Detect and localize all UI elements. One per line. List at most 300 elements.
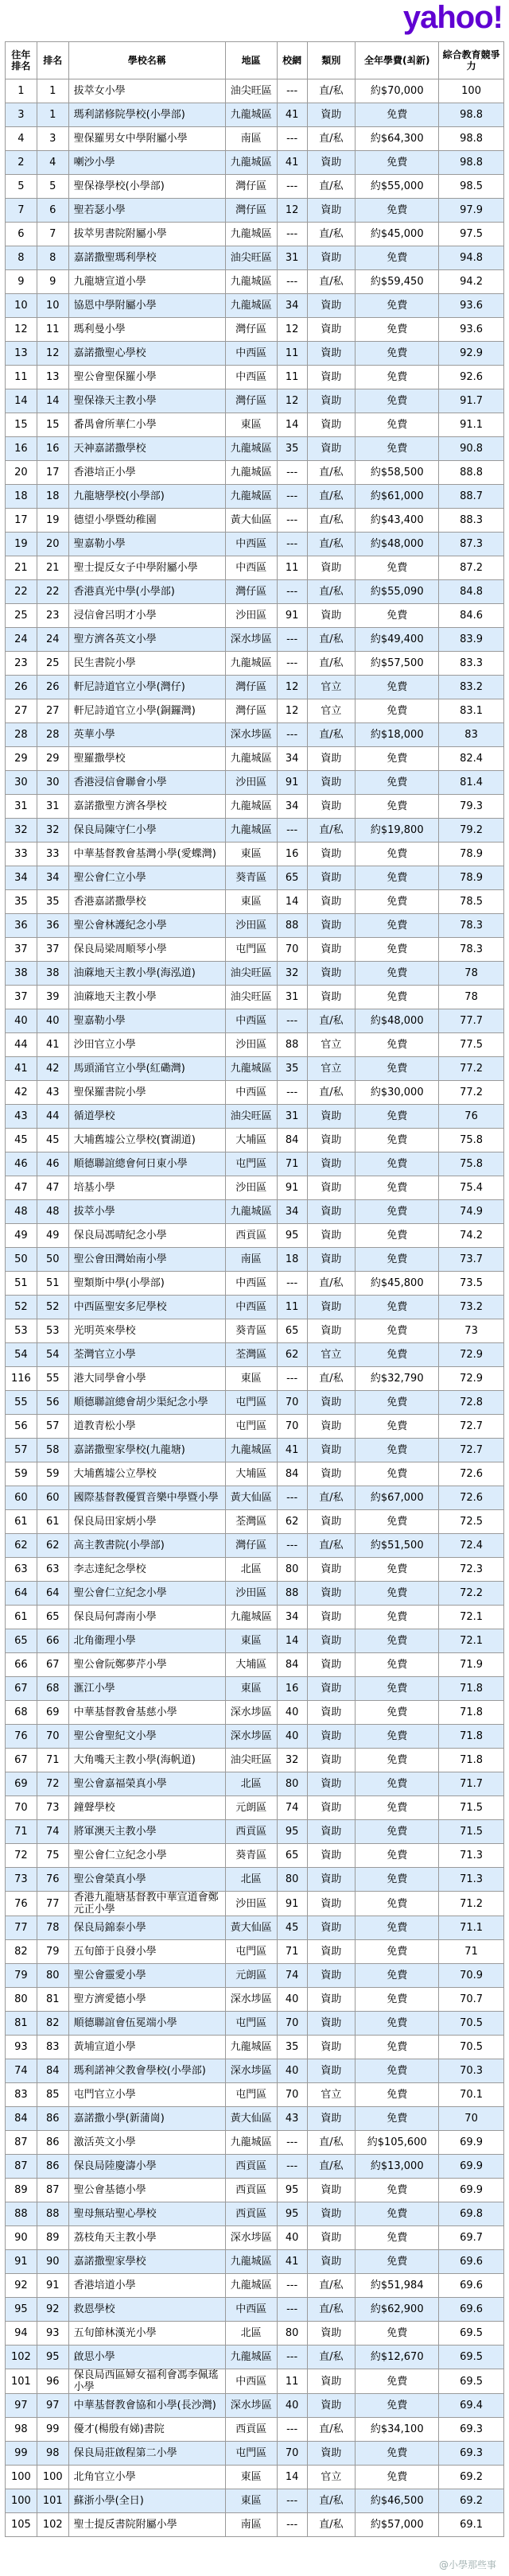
cell-rank: 70 [37, 1725, 68, 1749]
cell-district: 沙田區 [225, 914, 277, 938]
cell-score: 98.5 [439, 175, 504, 199]
cell-school-net: 35 [277, 2036, 307, 2059]
cell-school-name: 聖公會嘉福榮真小學 [68, 1772, 225, 1796]
cell-category: 直/私 [307, 2513, 356, 2537]
cell-prev-rank: 93 [6, 2036, 37, 2059]
cell-rank: 88 [37, 2202, 68, 2226]
cell-school-name: 馬頭涌官立小學(紅磡灣) [68, 1057, 225, 1081]
cell-district: 深水埗區 [225, 1725, 277, 1749]
cell-prev-rank: 80 [6, 1988, 37, 2012]
cell-category: 資助 [307, 2322, 356, 2346]
table-row [6, 2012, 504, 2036]
cell-district: 中西區 [225, 1009, 277, 1033]
cell-annual-fee: 免費 [356, 1629, 439, 1653]
cell-score: 71.5 [439, 1796, 504, 1820]
cell-annual-fee: 約$19,800 [356, 819, 439, 843]
cell-district: 九龍城區 [225, 652, 277, 676]
cell-school-name: 保良局何壽南小學 [68, 1606, 225, 1629]
cell-school-net: 65 [277, 1844, 307, 1868]
table-row [6, 2155, 504, 2179]
cell-category: 官立 [307, 1343, 356, 1367]
cell-prev-rank: 92 [6, 2274, 37, 2298]
cell-score: 75.4 [439, 1176, 504, 1200]
cell-category: 直/私 [307, 1534, 356, 1558]
cell-district: 灣仔區 [225, 175, 277, 199]
cell-rank: 22 [37, 580, 68, 604]
table-row [6, 2322, 504, 2346]
cell-annual-fee: 約$55,090 [356, 580, 439, 604]
cell-annual-fee: 免費 [356, 1224, 439, 1248]
cell-category: 資助 [307, 1176, 356, 1200]
cell-category: 資助 [307, 1725, 356, 1749]
cell-prev-rank: 6 [6, 223, 37, 246]
cell-rank: 24 [37, 628, 68, 652]
cell-school-name: 英華小學 [68, 723, 225, 747]
cell-rank: 64 [37, 1582, 68, 1606]
table-row [6, 294, 504, 318]
cell-category: 資助 [307, 962, 356, 986]
cell-district: 深水埗區 [225, 2394, 277, 2418]
cell-category: 資助 [307, 747, 356, 771]
cell-school-net: 62 [277, 1343, 307, 1367]
cell-score: 69.6 [439, 2274, 504, 2298]
cell-prev-rank: 60 [6, 1486, 37, 1510]
table-row [6, 1248, 504, 1272]
cell-prev-rank: 99 [6, 2442, 37, 2466]
cell-annual-fee: 免費 [356, 1772, 439, 1796]
cell-rank: 30 [37, 771, 68, 795]
cell-category: 直/私 [307, 485, 356, 509]
cell-score: 69.9 [439, 2131, 504, 2155]
cell-rank: 77 [37, 1892, 68, 1916]
cell-school-net: 43 [277, 2107, 307, 2131]
cell-score: 78.9 [439, 843, 504, 866]
cell-district: 中西區 [225, 1296, 277, 1319]
cell-annual-fee: 約$59,450 [356, 270, 439, 294]
cell-rank: 14 [37, 389, 68, 413]
cell-prev-rank: 41 [6, 1057, 37, 1081]
cell-district: 黃大仙區 [225, 1486, 277, 1510]
cell-annual-fee: 免費 [356, 1343, 439, 1367]
cell-school-name: 油蔴地天主教小學 [68, 986, 225, 1009]
table-row [6, 1129, 504, 1152]
cell-score: 77.7 [439, 1009, 504, 1033]
cell-prev-rank: 84 [6, 2107, 37, 2131]
cell-category: 直/私 [307, 1009, 356, 1033]
cell-school-net: 11 [277, 342, 307, 366]
cell-school-name: 番禺會所華仁小學 [68, 413, 225, 437]
cell-prev-rank: 101 [6, 2369, 37, 2394]
cell-prev-rank: 3 [6, 103, 37, 127]
cell-annual-fee: 免費 [356, 699, 439, 723]
cell-category: 直/私 [307, 127, 356, 151]
cell-score: 100 [439, 79, 504, 103]
cell-school-net: 40 [277, 2394, 307, 2418]
cell-school-name: 香港培正小學 [68, 461, 225, 485]
cell-rank: 102 [37, 2513, 68, 2537]
cell-prev-rank: 56 [6, 1415, 37, 1439]
cell-rank: 11 [37, 318, 68, 342]
cell-score: 71.3 [439, 1868, 504, 1892]
cell-school-net: 11 [277, 2369, 307, 2394]
cell-school-name: 光明英來學校 [68, 1319, 225, 1343]
cell-score: 70.1 [439, 2083, 504, 2107]
cell-rank: 19 [37, 509, 68, 533]
table-row [6, 771, 504, 795]
cell-category: 直/私 [307, 270, 356, 294]
table-row [6, 2202, 504, 2226]
cell-school-name: 道教青松小學 [68, 1415, 225, 1439]
cell-school-net: 16 [277, 1677, 307, 1701]
cell-category: 資助 [307, 843, 356, 866]
table-header-row [6, 42, 504, 79]
table-row [6, 2489, 504, 2513]
cell-rank: 90 [37, 2250, 68, 2274]
cell-prev-rank: 87 [6, 2131, 37, 2155]
cell-annual-fee: 免費 [356, 2012, 439, 2036]
cell-prev-rank: 7 [6, 199, 37, 223]
table-row [6, 604, 504, 628]
cell-school-net: --- [277, 2489, 307, 2513]
cell-school-net: 70 [277, 2083, 307, 2107]
cell-district: 油尖旺區 [225, 246, 277, 270]
cell-rank: 72 [37, 1772, 68, 1796]
cell-prev-rank: 10 [6, 294, 37, 318]
cell-district: 九龍城區 [225, 485, 277, 509]
header-prev-rank: 往年排名 [6, 42, 37, 79]
cell-school-name: 聖公會仁立紀念小學 [68, 1844, 225, 1868]
cell-annual-fee: 免費 [356, 1176, 439, 1200]
cell-rank: 33 [37, 843, 68, 866]
watermark: @小學那些事 [438, 2559, 496, 2570]
cell-category: 資助 [307, 366, 356, 389]
cell-annual-fee: 約$45,000 [356, 223, 439, 246]
cell-school-net: 65 [277, 866, 307, 890]
cell-prev-rank: 42 [6, 1081, 37, 1105]
cell-school-net: 62 [277, 1510, 307, 1534]
cell-school-name: 順德聯誼總會何日東小學 [68, 1152, 225, 1176]
cell-school-name: 中華基督教會協和小學(長沙灣) [68, 2394, 225, 2418]
table-row [6, 1057, 504, 1081]
cell-category: 資助 [307, 2202, 356, 2226]
cell-school-net: 80 [277, 2322, 307, 2346]
cell-prev-rank: 59 [6, 1462, 37, 1486]
table-row [6, 986, 504, 1009]
cell-rank: 95 [37, 2346, 68, 2369]
cell-school-net: --- [277, 2346, 307, 2369]
cell-prev-rank: 13 [6, 342, 37, 366]
cell-school-net: 95 [277, 2179, 307, 2202]
cell-category: 官立 [307, 1057, 356, 1081]
cell-rank: 51 [37, 1272, 68, 1296]
table-row [6, 1343, 504, 1367]
cell-score: 84.6 [439, 604, 504, 628]
cell-rank: 45 [37, 1129, 68, 1152]
cell-prev-rank: 43 [6, 1105, 37, 1129]
cell-district: 深水埗區 [225, 723, 277, 747]
cell-school-net: --- [277, 461, 307, 485]
table-row [6, 1653, 504, 1677]
cell-school-net: 84 [277, 1653, 307, 1677]
cell-district: 中西區 [225, 342, 277, 366]
cell-school-name: 喇沙小學 [68, 151, 225, 175]
cell-category: 資助 [307, 1105, 356, 1129]
cell-category: 直/私 [307, 1272, 356, 1296]
cell-prev-rank: 23 [6, 652, 37, 676]
cell-annual-fee: 約$46,500 [356, 2489, 439, 2513]
cell-prev-rank: 48 [6, 1200, 37, 1224]
cell-score: 71.8 [439, 1677, 504, 1701]
cell-score: 71.8 [439, 1725, 504, 1749]
cell-rank: 34 [37, 866, 68, 890]
cell-score: 82.4 [439, 747, 504, 771]
cell-district: 南區 [225, 1248, 277, 1272]
cell-annual-fee: 免費 [356, 604, 439, 628]
cell-prev-rank: 24 [6, 628, 37, 652]
cell-school-name: 聖公會榮真小學 [68, 1868, 225, 1892]
table-row [6, 1224, 504, 1248]
cell-annual-fee: 免費 [356, 1462, 439, 1486]
cell-annual-fee: 免費 [356, 938, 439, 962]
cell-category: 資助 [307, 318, 356, 342]
cell-school-net: 14 [277, 2466, 307, 2489]
cell-school-name: 嘉諾撒聖方濟各學校 [68, 795, 225, 819]
cell-district: 東區 [225, 1367, 277, 1391]
table-row [6, 628, 504, 652]
cell-annual-fee: 免費 [356, 1677, 439, 1701]
cell-school-net: 40 [277, 1988, 307, 2012]
cell-rank: 63 [37, 1558, 68, 1582]
cell-rank: 60 [37, 1486, 68, 1510]
cell-category: 資助 [307, 1629, 356, 1653]
cell-rank: 73 [37, 1796, 68, 1820]
table-row [6, 890, 504, 914]
cell-prev-rank: 63 [6, 1558, 37, 1582]
cell-school-name: 聖公會基德小學 [68, 2179, 225, 2202]
cell-school-net: 71 [277, 1940, 307, 1964]
cell-category: 直/私 [307, 509, 356, 533]
cell-category: 資助 [307, 771, 356, 795]
table-row [6, 1081, 504, 1105]
cell-school-name: 五旬節林漢光小學 [68, 2322, 225, 2346]
cell-score: 78 [439, 962, 504, 986]
cell-prev-rank: 53 [6, 1319, 37, 1343]
cell-school-net: 34 [277, 1200, 307, 1224]
cell-district: 中西區 [225, 1272, 277, 1296]
table-row [6, 1391, 504, 1415]
cell-score: 71.3 [439, 1844, 504, 1868]
cell-prev-rank: 79 [6, 1964, 37, 1988]
cell-school-name: 荃灣官立小學 [68, 1343, 225, 1367]
cell-school-net: 40 [277, 1725, 307, 1749]
cell-score: 72.2 [439, 1582, 504, 1606]
cell-school-name: 瑪利曼小學 [68, 318, 225, 342]
cell-school-name: 聖保羅書院小學 [68, 1081, 225, 1105]
cell-annual-fee: 約$51,500 [356, 1534, 439, 1558]
cell-prev-rank: 33 [6, 843, 37, 866]
cell-school-net: --- [277, 2274, 307, 2298]
cell-rank: 53 [37, 1319, 68, 1343]
cell-rank: 69 [37, 1701, 68, 1725]
cell-annual-fee: 免費 [356, 1844, 439, 1868]
cell-category: 資助 [307, 1701, 356, 1725]
cell-district: 九龍城區 [225, 103, 277, 127]
table-row [6, 1892, 504, 1916]
cell-category: 資助 [307, 1248, 356, 1272]
cell-prev-rank: 51 [6, 1272, 37, 1296]
cell-prev-rank: 29 [6, 747, 37, 771]
table-row [6, 938, 504, 962]
cell-rank: 87 [37, 2179, 68, 2202]
cell-rank: 25 [37, 652, 68, 676]
cell-prev-rank: 87 [6, 2155, 37, 2179]
table-row [6, 2442, 504, 2466]
cell-school-name: 香港真光中學(小學部) [68, 580, 225, 604]
cell-school-name: 拔萃男書院附屬小學 [68, 223, 225, 246]
cell-prev-rank: 40 [6, 1009, 37, 1033]
cell-school-name: 中華基督教會基灣小學(愛蝶灣) [68, 843, 225, 866]
cell-score: 69.2 [439, 2489, 504, 2513]
table-row [6, 1462, 504, 1486]
table-row [6, 2418, 504, 2442]
cell-category: 資助 [307, 556, 356, 580]
cell-prev-rank: 54 [6, 1343, 37, 1367]
cell-category: 直/私 [307, 79, 356, 103]
cell-prev-rank: 30 [6, 771, 37, 795]
table-row [6, 819, 504, 843]
cell-district: 中西區 [225, 2369, 277, 2394]
table-row [6, 962, 504, 986]
cell-school-name: 聖公會仁立紀念小學 [68, 1582, 225, 1606]
cell-score: 71.2 [439, 1892, 504, 1916]
cell-score: 70 [439, 2107, 504, 2131]
cell-annual-fee: 免費 [356, 1820, 439, 1844]
cell-score: 83.1 [439, 699, 504, 723]
cell-score: 75.8 [439, 1152, 504, 1176]
cell-district: 東區 [225, 1629, 277, 1653]
cell-annual-fee: 免費 [356, 342, 439, 366]
cell-score: 84.8 [439, 580, 504, 604]
table-row [6, 246, 504, 270]
cell-school-net: 40 [277, 2226, 307, 2250]
cell-school-net: 11 [277, 556, 307, 580]
cell-annual-fee: 免費 [356, 1129, 439, 1152]
cell-score: 69.3 [439, 2442, 504, 2466]
cell-district: 灣仔區 [225, 199, 277, 223]
table-row [6, 1105, 504, 1129]
cell-district: 屯門區 [225, 2012, 277, 2036]
cell-prev-rank: 67 [6, 1677, 37, 1701]
table-row [6, 676, 504, 699]
cell-rank: 59 [37, 1462, 68, 1486]
cell-rank: 26 [37, 676, 68, 699]
table-row [6, 1367, 504, 1391]
table-row [6, 2394, 504, 2418]
cell-school-net: 31 [277, 246, 307, 270]
cell-school-name: 聖保祿天主教小學 [68, 389, 225, 413]
cell-school-name: 保良局田家炳小學 [68, 1510, 225, 1534]
cell-school-net: 74 [277, 1964, 307, 1988]
cell-district: 元朗區 [225, 1796, 277, 1820]
cell-school-name: 瑪利諾修院學校(小學部) [68, 103, 225, 127]
cell-school-name: 德望小學暨幼稚園 [68, 509, 225, 533]
cell-school-name: 聖士提反女子中學附屬小學 [68, 556, 225, 580]
table-row [6, 2107, 504, 2131]
cell-school-name: 嘉諾撒小學(新蒲崗) [68, 2107, 225, 2131]
table-row [6, 1772, 504, 1796]
cell-score: 77.5 [439, 1033, 504, 1057]
cell-category: 官立 [307, 1033, 356, 1057]
cell-score: 83 [439, 723, 504, 747]
table-row [6, 1033, 504, 1057]
cell-score: 72.7 [439, 1439, 504, 1462]
cell-prev-rank: 67 [6, 1749, 37, 1772]
cell-district: 沙田區 [225, 604, 277, 628]
cell-rank: 21 [37, 556, 68, 580]
cell-district: 九龍城區 [225, 2131, 277, 2155]
cell-category: 資助 [307, 1772, 356, 1796]
cell-score: 83.3 [439, 652, 504, 676]
cell-category: 資助 [307, 246, 356, 270]
cell-school-name: 軒尼詩道官立小學(銅鑼灣) [68, 699, 225, 723]
cell-school-net: --- [277, 652, 307, 676]
cell-annual-fee: 約$12,670 [356, 2346, 439, 2369]
cell-category: 資助 [307, 1677, 356, 1701]
cell-district: 灣仔區 [225, 676, 277, 699]
table-row [6, 1296, 504, 1319]
cell-district: 屯門區 [225, 2442, 277, 2466]
cell-annual-fee: 約$62,900 [356, 2298, 439, 2322]
table-row [6, 127, 504, 151]
cell-school-name: 聖嘉勒小學 [68, 533, 225, 556]
cell-district: 西貢區 [225, 2418, 277, 2442]
cell-category: 直/私 [307, 2155, 356, 2179]
table-row [6, 413, 504, 437]
cell-annual-fee: 約$57,000 [356, 2513, 439, 2537]
cell-district: 深水埗區 [225, 2226, 277, 2250]
cell-school-name: 拔萃小學 [68, 1200, 225, 1224]
cell-rank: 91 [37, 2274, 68, 2298]
cell-district: 元朗區 [225, 1964, 277, 1988]
cell-district: 九龍城區 [225, 2346, 277, 2369]
cell-rank: 41 [37, 1033, 68, 1057]
cell-category: 資助 [307, 1964, 356, 1988]
cell-school-net: --- [277, 533, 307, 556]
cell-district: 西貢區 [225, 1224, 277, 1248]
cell-annual-fee: 免費 [356, 1510, 439, 1534]
cell-district: 大埔區 [225, 1129, 277, 1152]
cell-annual-fee: 約$34,100 [356, 2418, 439, 2442]
cell-school-net: --- [277, 1272, 307, 1296]
cell-rank: 31 [37, 795, 68, 819]
table-row [6, 866, 504, 890]
cell-annual-fee: 免費 [356, 103, 439, 127]
cell-school-name: 香港嘉諾撒學校 [68, 890, 225, 914]
cell-prev-rank: 65 [6, 1629, 37, 1653]
cell-school-net: --- [277, 2513, 307, 2537]
cell-category: 官立 [307, 2466, 356, 2489]
cell-district: 黃大仙區 [225, 509, 277, 533]
cell-school-net: 70 [277, 938, 307, 962]
cell-category: 直/私 [307, 723, 356, 747]
table-row [6, 175, 504, 199]
cell-prev-rank: 15 [6, 413, 37, 437]
cell-prev-rank: 2 [6, 151, 37, 175]
cell-school-net: --- [277, 270, 307, 294]
cell-rank: 65 [37, 1606, 68, 1629]
cell-school-name: 順德聯誼會伍冕端小學 [68, 2012, 225, 2036]
cell-school-net: 31 [277, 1105, 307, 1129]
